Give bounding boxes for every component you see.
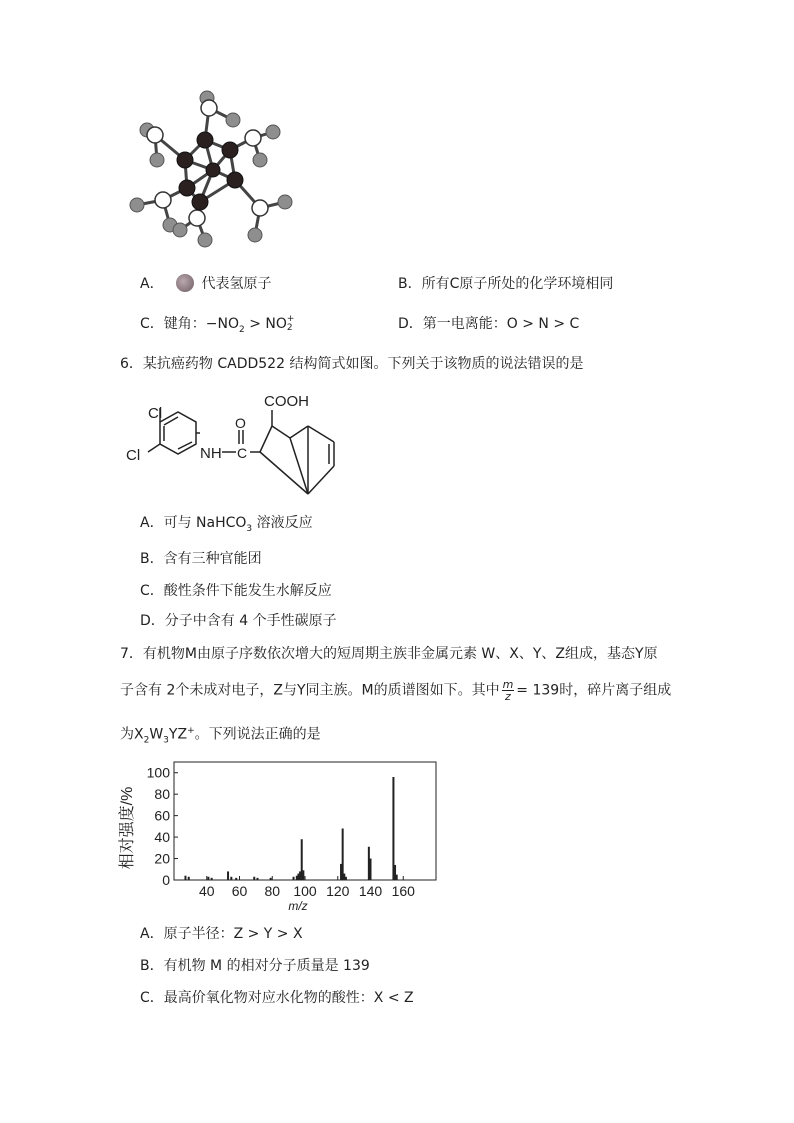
cooh-label: COOH — [264, 393, 309, 410]
mz-fraction-num: m — [502, 678, 514, 691]
hydrogen-atom-icon — [176, 274, 194, 292]
cadd522-structure — [118, 386, 358, 501]
q5-option-a-label: A． — [140, 276, 164, 292]
q5-option-c-rhs-sub: 2 — [286, 323, 293, 333]
q6-option-a-sub: 3 — [246, 523, 253, 534]
q7-stem-line2-pre: 子含有 2个未成对电子，Z与Y同主族。M的质谱图如下。其中 — [120, 682, 500, 699]
q6-option-a-pre: A．可与 NaHCO — [140, 515, 247, 531]
q5-option-c-label: C．键角： — [140, 316, 206, 332]
x-tick-label: 140 — [358, 883, 383, 899]
q5-option-a-text: 代表氢原子 — [201, 276, 272, 292]
q6-option-c: C．酸性条件下能发生水解反应 — [140, 583, 332, 599]
q7-stem-line3 — [120, 721, 321, 750]
q5-option-d: D．第一电离能：O > N > C — [398, 316, 580, 332]
q6-option-b: B．含有三种官能团 — [140, 551, 262, 567]
y-tick-label: 100 — [146, 764, 170, 781]
q7-stem-line3-yz: YZ — [168, 726, 188, 743]
nh-label: NH — [200, 445, 222, 462]
y-axis-label: 相对强度/% — [119, 786, 136, 870]
q7-option-a: A．原子半径：Z > Y > X — [140, 926, 303, 942]
carbonyl-c-label: C — [237, 445, 248, 461]
q5-option-c-rhs-sup: + — [286, 314, 295, 324]
q6-option-a — [140, 513, 313, 539]
q7-stem-line2-post: = 139时，碎片离子组成 — [516, 682, 672, 699]
mz-fraction — [502, 679, 515, 702]
x-tick-label: 160 — [391, 883, 415, 899]
y-tick-label: 80 — [154, 786, 170, 803]
mass-spectrum-chart — [118, 760, 448, 915]
q7-stem-line3-pre: 为X — [120, 726, 144, 743]
q7-stem-line1: 7．有机物M由原子序数依次增大的短周期主族非金属元素 W、X、Y、Z组成，基态Y原 — [120, 646, 658, 662]
q7-stem-line3-sup: + — [187, 726, 195, 736]
q7-stem-line3-mid: W — [149, 726, 164, 743]
x-axis-label: m/z — [288, 899, 308, 913]
q7-stem-line3-sub2: 3 — [163, 735, 169, 746]
q5-option-a — [140, 274, 271, 294]
x-tick-label: 80 — [264, 883, 281, 899]
q6-option-d: D．分子中含有 4 个手性碳原子 — [140, 613, 337, 629]
y-tick-label: 20 — [154, 850, 170, 867]
x-tick-label: 60 — [231, 883, 248, 899]
q5-option-c-lhs: −NO — [205, 316, 240, 332]
cl-left-label: Cl — [126, 447, 141, 464]
molecule-ball-stick-image — [125, 90, 305, 250]
x-tick-label: 40 — [198, 883, 215, 899]
benzene-ring — [160, 412, 196, 454]
mz-fraction-den: z — [505, 690, 511, 703]
q6-option-a-post: 溶液反应 — [252, 515, 313, 531]
q5-option-c — [140, 314, 294, 340]
cl-top-label: Cl — [148, 405, 163, 422]
q7-stem-line3-post: 。下列说法正确的是 — [194, 726, 321, 743]
q7-stem-line2 — [120, 679, 671, 702]
x-tick-label: 100 — [293, 883, 317, 899]
q5-option-c-lhs-sub: 2 — [239, 324, 245, 335]
q7-option-c: C．最高价氧化物对应水化物的酸性：X < Z — [140, 990, 414, 1006]
q7-stem-line3-sub1: 2 — [143, 735, 150, 746]
q6-stem: 6．某抗癌药物 CADD522 结构简式如图。下列关于该物质的说法错误的是 — [120, 356, 584, 372]
y-tick-label: 40 — [154, 829, 170, 846]
plot-frame — [174, 762, 436, 880]
carbonyl-o-label: O — [235, 415, 246, 431]
x-tick-label: 120 — [326, 883, 350, 899]
y-tick-label: 60 — [154, 807, 170, 824]
y-tick-label: 0 — [162, 872, 170, 888]
q5-option-c-cmp: > NO — [244, 316, 287, 332]
q7-option-b: B．有机物 M 的相对分子质量是 139 — [140, 958, 370, 974]
q5-option-b: B．所有C原子所处的化学环境相同 — [398, 276, 614, 292]
